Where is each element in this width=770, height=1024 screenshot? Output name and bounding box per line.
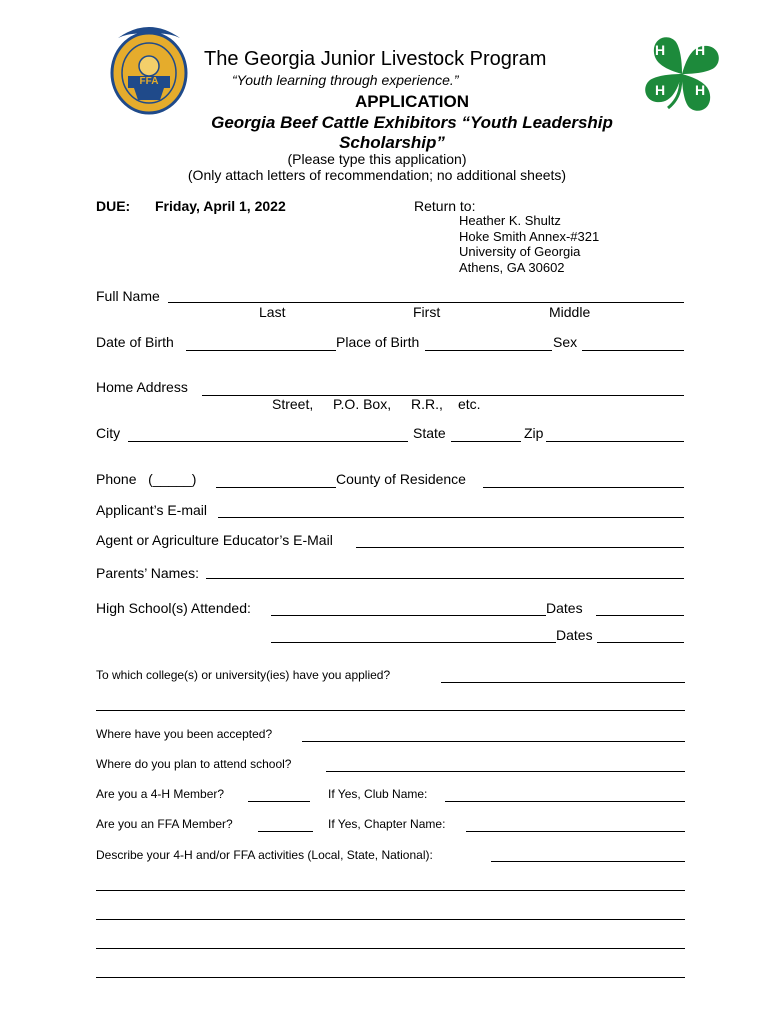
clover-h-4: H: [655, 82, 666, 98]
pob-label: Place of Birth: [336, 334, 420, 350]
describe-field-3[interactable]: [96, 919, 685, 920]
applicant-email-label: Applicant’s E-mail: [96, 502, 208, 518]
phone-label: Phone (_____): [96, 471, 197, 487]
parents-field[interactable]: [206, 578, 684, 579]
describe-field-4[interactable]: [96, 948, 685, 949]
scholarship-title-line1: Georgia Beef Cattle Exhibitors “Youth Leadership: [211, 113, 613, 132]
address-line: Hoke Smith Annex-#321: [459, 228, 600, 244]
full-name-label: Full Name: [96, 288, 160, 304]
county-label: County of Residence: [336, 471, 466, 487]
fourh-member-label: Are you a 4-H Member?: [96, 787, 225, 801]
type-instruction: (Please type this application): [287, 151, 467, 167]
middle-name-caption: Middle: [549, 304, 591, 320]
agent-email-field[interactable]: [356, 547, 684, 548]
city-field[interactable]: [128, 441, 408, 442]
dates-field-1[interactable]: [596, 615, 684, 616]
city-label: City: [96, 425, 121, 441]
pob-field[interactable]: [425, 350, 552, 351]
street-caption: Street,: [272, 396, 314, 412]
clover-h-2: H: [695, 42, 706, 58]
chapter-name-label: If Yes, Chapter Name:: [328, 817, 446, 831]
attach-instruction: (Only attach letters of recommendation; no additional sheets): [187, 167, 567, 183]
return-label: Return to:: [414, 198, 476, 214]
parents-label: Parents’ Names:: [96, 565, 199, 581]
etc-caption: etc.: [458, 396, 481, 412]
address-line: Athens, GA 30602: [459, 259, 565, 275]
describe-label: Describe your 4-H and/or FFA activities (Local, State, National):: [96, 848, 433, 862]
zip-field[interactable]: [546, 441, 684, 442]
clover-h-3: H: [695, 82, 706, 98]
zip-label: Zip: [524, 425, 544, 441]
accepted-label: Where have you been accepted?: [96, 727, 273, 741]
colleges-field-1[interactable]: [441, 682, 685, 683]
full-name-field[interactable]: [168, 302, 684, 303]
chapter-name-field[interactable]: [466, 831, 685, 832]
ffa-logo-text: FFA: [139, 76, 159, 87]
county-field[interactable]: [483, 487, 684, 488]
high-school-field-1[interactable]: [271, 615, 546, 616]
tagline: “Youth learning through experience.”: [232, 72, 459, 88]
application-heading: APPLICATION: [355, 92, 469, 111]
ffa-member-field[interactable]: [258, 831, 313, 832]
sex-field[interactable]: [582, 350, 684, 351]
applicant-email-field[interactable]: [218, 517, 684, 518]
address-line: University of Georgia: [459, 244, 581, 259]
program-title: The Georgia Junior Livestock Program: [204, 48, 547, 70]
club-name-field[interactable]: [445, 801, 685, 802]
agent-email-label: Agent or Agriculture Educator’s E-Mail: [96, 532, 333, 548]
sex-label: Sex: [553, 334, 578, 350]
plan-field[interactable]: [326, 771, 685, 772]
pobox-caption: P.O. Box,: [333, 396, 392, 412]
first-name-caption: First: [413, 304, 441, 320]
due-date: Friday, April 1, 2022: [155, 198, 286, 214]
due-label: DUE:: [96, 198, 131, 214]
high-school-label: High School(s) Attended:: [96, 600, 251, 616]
scholarship-title-line2: Scholarship”: [339, 133, 445, 152]
dates-label-1: Dates: [546, 600, 583, 616]
dates-label-2: Dates: [556, 627, 593, 643]
clover-h-1: H: [655, 42, 666, 58]
club-name-label: If Yes, Club Name:: [328, 787, 428, 801]
dob-field[interactable]: [186, 350, 336, 351]
describe-field-5[interactable]: [96, 977, 685, 978]
plan-label: Where do you plan to attend school?: [96, 757, 292, 771]
rr-caption: R.R.,: [411, 396, 443, 412]
last-name-caption: Last: [259, 304, 286, 320]
dob-label: Date of Birth: [96, 334, 174, 350]
accepted-field[interactable]: [302, 741, 685, 742]
describe-field-1[interactable]: [491, 861, 685, 862]
dates-field-2[interactable]: [597, 642, 684, 643]
address-line: Heather K. Shultz: [459, 213, 561, 228]
phone-field[interactable]: [216, 487, 336, 488]
state-field[interactable]: [451, 441, 521, 442]
colleges-field-2[interactable]: [96, 710, 685, 711]
fourh-member-field[interactable]: [248, 801, 310, 802]
colleges-label: To which college(s) or university(ies) have you applied?: [96, 668, 391, 682]
return-address: [459, 213, 599, 275]
state-label: State: [413, 425, 446, 441]
describe-field-2[interactable]: [96, 890, 685, 891]
ffa-member-label: Are you an FFA Member?: [96, 817, 233, 831]
high-school-field-2[interactable]: [271, 642, 556, 643]
home-address-label: Home Address: [96, 379, 188, 395]
